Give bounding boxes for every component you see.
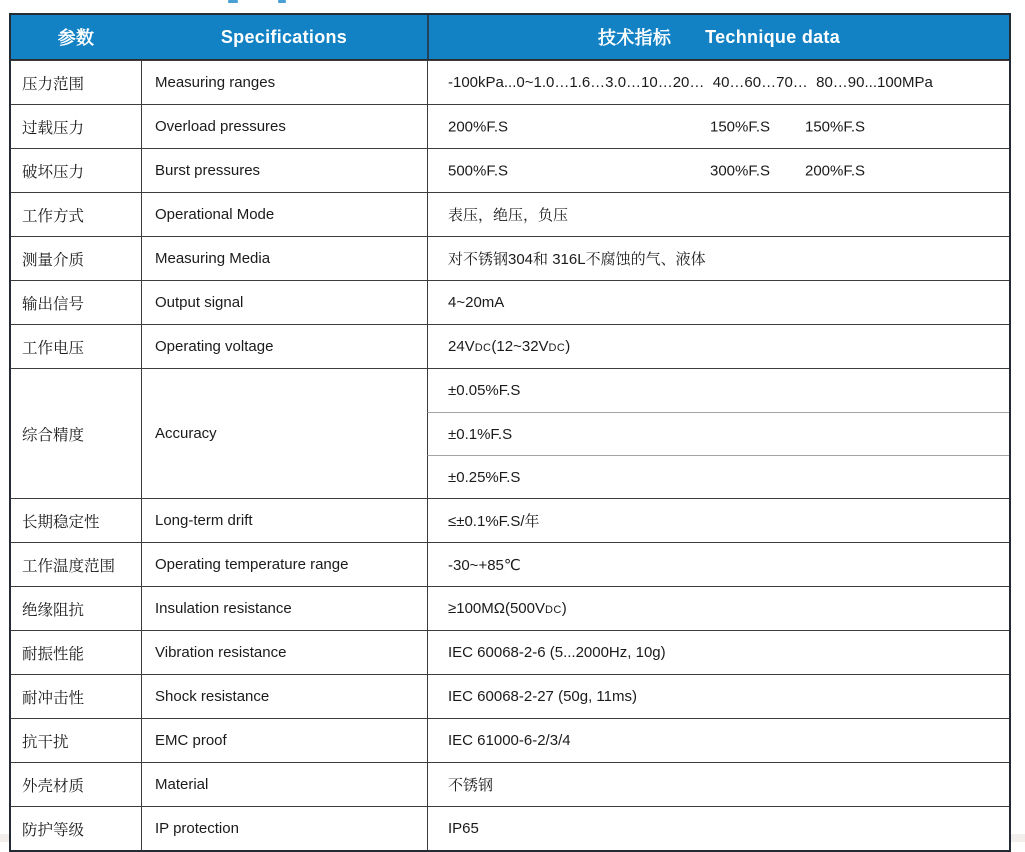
param-value [427, 325, 1009, 368]
value-text: IP65 [448, 820, 479, 837]
value-text: 对不锈钢304和 316L不腐蚀的气、液体 [448, 251, 706, 268]
value-range-low: 200%F.S [448, 118, 509, 135]
cropped-text-artifact [228, 0, 238, 3]
table-row-overload-pressures [11, 104, 1009, 148]
param-name-cn: 过载压力 [22, 119, 85, 137]
param-value [427, 61, 1009, 104]
param-name-en: Output signal [141, 281, 427, 324]
value-text: -100kPa...0~1.0…1.6…3.0…10…20… 40…60…70… 80…90...100MPa [448, 74, 933, 91]
param-value [427, 675, 1009, 718]
header-technique-data-cn: 技术指标 [597, 28, 672, 48]
param-name-en: Burst pressures [141, 149, 427, 192]
table-row-operating-voltage [11, 324, 1009, 368]
param-name-en: Measuring Media [141, 237, 427, 280]
param-name-cn: 破坏压力 [22, 163, 85, 181]
header-technique-data-en: Technique data [705, 26, 841, 47]
param-name-en: Operating voltage [141, 325, 427, 368]
param-name-en: Long-term drift [141, 499, 427, 542]
value-text: ±0.1%F.S [448, 425, 513, 443]
table-row-vibration-resistance [11, 630, 1009, 674]
value-text: 表压，绝压，负压 [448, 207, 569, 224]
param-value [427, 193, 1009, 236]
param-name-en: Accuracy [141, 369, 427, 498]
table-row-operating-temperature [11, 542, 1009, 586]
value-text: ≤±0.1%F.S/年 [448, 513, 540, 530]
param-value [427, 587, 1009, 630]
param-name-en: Material [141, 763, 427, 806]
value-range-mid: 300%F.S [710, 162, 771, 179]
table-row-ip-protection [11, 806, 1009, 850]
cropped-text-artifact [278, 0, 286, 3]
param-value [427, 543, 1009, 586]
table-row-operational-mode [11, 192, 1009, 236]
param-value [427, 499, 1009, 542]
param-name-en: Measuring ranges [141, 61, 427, 104]
table-row-insulation-resistance [11, 586, 1009, 630]
param-name-cn: 输出信号 [22, 295, 85, 313]
value-text: IEC 60068-2-27 (50g, 11ms) [448, 688, 637, 705]
param-name-cn: 防护等级 [22, 821, 85, 839]
dc-subscript: DC [545, 604, 562, 616]
param-name-cn: 测量介质 [22, 251, 85, 269]
param-value [427, 105, 1009, 148]
table-header-row [11, 15, 1009, 60]
param-name-cn: 耐振性能 [22, 645, 85, 663]
param-name-en: Shock resistance [141, 675, 427, 718]
value-text: -30~+85℃ [448, 556, 521, 574]
table-row-burst-pressures [11, 148, 1009, 192]
param-name-cn: 长期稳定性 [22, 513, 100, 531]
param-name-en: EMC proof [141, 719, 427, 762]
header-specifications: Specifications [220, 26, 348, 47]
param-name-en: Operational Mode [141, 193, 427, 236]
param-value [427, 149, 1009, 192]
param-value [427, 631, 1009, 674]
table-row-output-signal [11, 280, 1009, 324]
param-name-en: Operating temperature range [141, 543, 427, 586]
accuracy-option-2 [427, 412, 1009, 455]
value-range-mid: 150%F.S [710, 118, 771, 135]
param-name-en: Overload pressures [141, 105, 427, 148]
value-text: ±0.05%F.S [448, 382, 521, 399]
param-name-en: Vibration resistance [141, 631, 427, 674]
value-text: 24VDC(12~32VDC) [448, 338, 571, 355]
dc-subscript: DC [548, 342, 566, 354]
param-name-cn: 工作方式 [22, 207, 85, 225]
value-text: 4~20mA [448, 294, 505, 311]
header-parameter: 参数 [57, 28, 95, 48]
table-row-measuring-media [11, 236, 1009, 280]
value-text: IEC 61000-6-2/3/4 [448, 732, 571, 749]
accuracy-option-3 [427, 455, 1009, 498]
param-value [427, 763, 1009, 806]
dc-subscript: DC [474, 342, 492, 354]
value-text: ±0.25%F.S [448, 468, 521, 486]
param-name-cn: 绝缘阻抗 [22, 601, 85, 619]
param-name-cn: 外壳材质 [22, 777, 85, 795]
param-name-cn: 耐冲击性 [22, 689, 85, 707]
specifications-table [9, 13, 1011, 852]
header-technique-data [427, 15, 1009, 59]
table-row-long-term-drift [11, 498, 1009, 542]
param-name-cn: 压力范围 [22, 75, 85, 93]
value-text: 不锈钢 [448, 777, 494, 794]
accuracy-option-1 [427, 369, 1009, 412]
param-name-en: IP protection [141, 807, 427, 850]
table-row-material [11, 762, 1009, 806]
param-name-cn: 综合精度 [22, 426, 85, 444]
table-row-shock-resistance [11, 674, 1009, 718]
value-text: ≥100MΩ(500VDC) [448, 600, 567, 617]
param-name-en: Insulation resistance [141, 587, 427, 630]
param-value [427, 719, 1009, 762]
value-range-high: 200%F.S [805, 162, 866, 179]
param-value [427, 281, 1009, 324]
param-name-cn: 工作温度范围 [22, 557, 116, 575]
value-text: IEC 60068-2-6 (5...2000Hz, 10g) [448, 644, 666, 661]
param-name-cn: 工作电压 [22, 339, 85, 357]
value-range-low: 500%F.S [448, 162, 509, 179]
value-range-high: 150%F.S [805, 118, 866, 135]
param-name-cn: 抗干扰 [22, 733, 69, 751]
param-value [427, 237, 1009, 280]
table-row-accuracy [11, 368, 1009, 498]
param-value [427, 807, 1009, 850]
table-row-emc-proof [11, 718, 1009, 762]
table-row-measuring-ranges [11, 60, 1009, 104]
